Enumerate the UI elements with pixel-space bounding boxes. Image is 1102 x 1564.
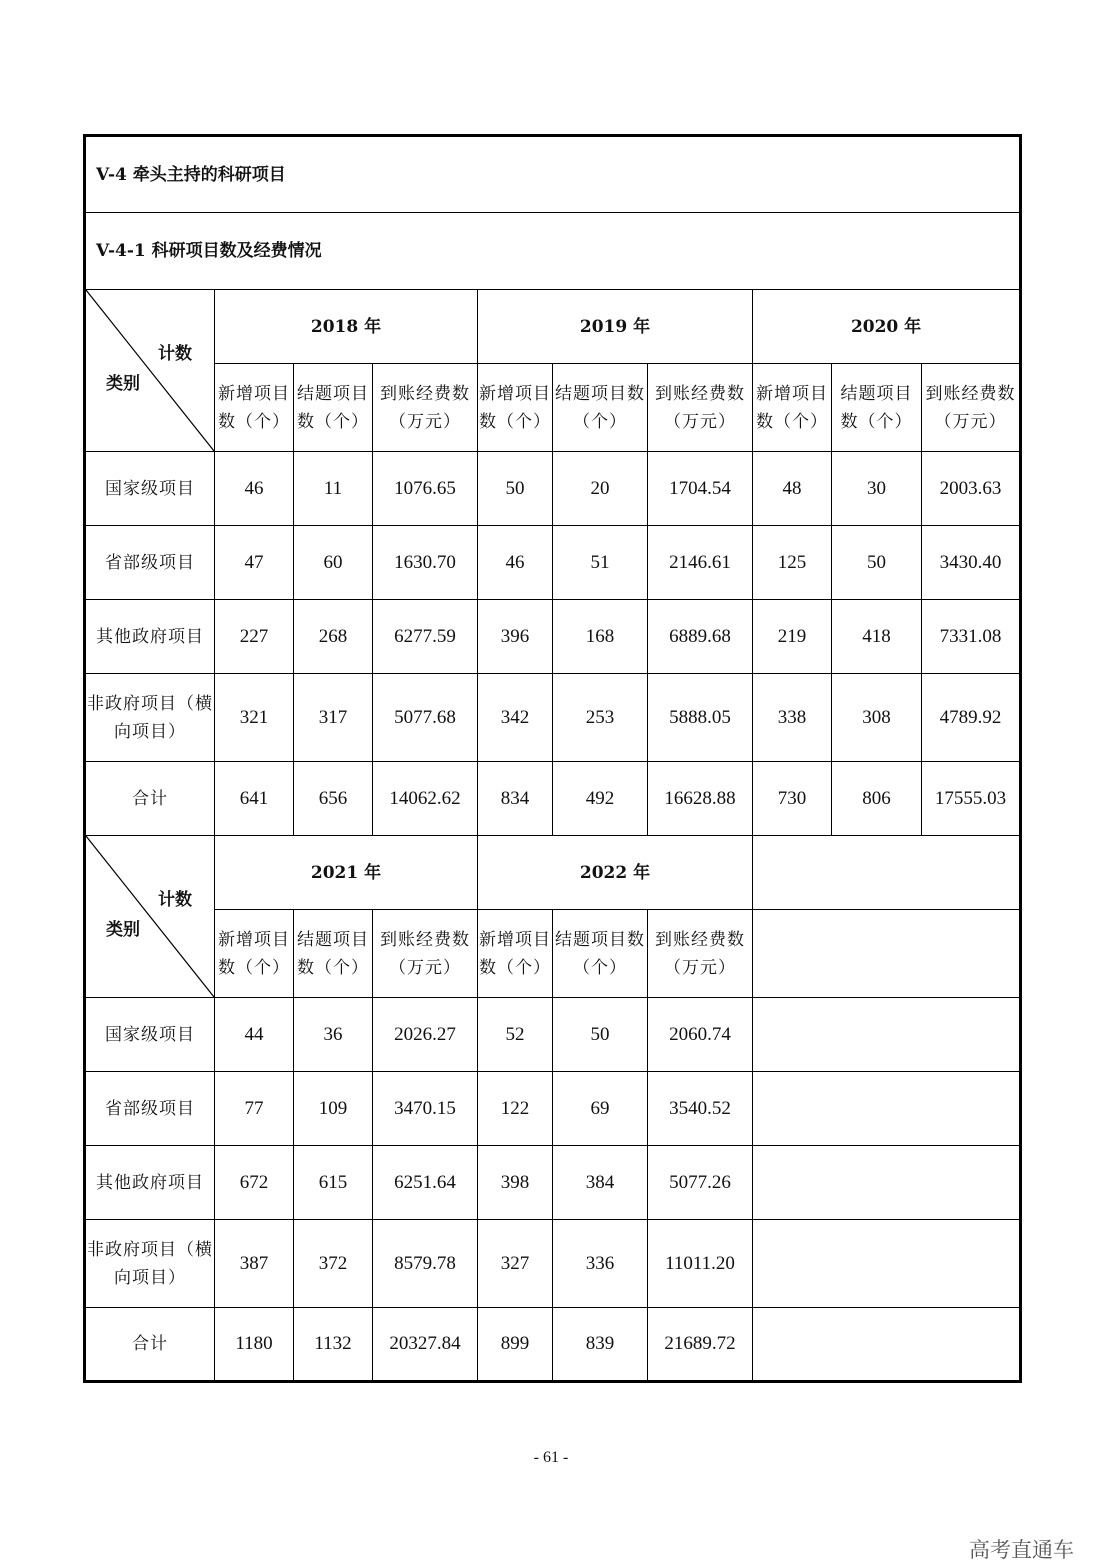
category-cell: 合计	[85, 1308, 215, 1382]
value-cell: 227	[215, 600, 294, 674]
subheader-closed: 结题项目数（个）	[832, 364, 922, 452]
table-row	[85, 452, 1021, 526]
value-cell: 641	[215, 762, 294, 836]
value-cell: 11011.20	[648, 1220, 753, 1308]
empty-cell	[753, 998, 1021, 1072]
subheader-closed: 结题项目数（个）	[294, 910, 373, 998]
table-row	[85, 998, 1021, 1072]
corner-header	[85, 836, 215, 998]
value-cell: 1132	[294, 1308, 373, 1382]
value-cell: 2003.63	[922, 452, 1021, 526]
value-cell: 14062.62	[373, 762, 478, 836]
category-cell: 非政府项目（横向项目）	[85, 674, 215, 762]
corner-label-count: 计数	[158, 890, 192, 910]
subheader-funds: 到账经费数（万元）	[373, 364, 478, 452]
corner-label-category: 类别	[106, 374, 140, 394]
value-cell: 125	[753, 526, 832, 600]
value-cell: 384	[553, 1146, 648, 1220]
value-cell: 492	[553, 762, 648, 836]
subheader-closed: 结题项目数（个）	[553, 910, 648, 998]
value-cell: 44	[215, 998, 294, 1072]
subheader-new: 新增项目数（个）	[753, 364, 832, 452]
value-cell: 122	[478, 1072, 553, 1146]
year-header: 2019 年	[478, 290, 753, 364]
table-row	[85, 1072, 1021, 1146]
value-cell: 839	[553, 1308, 648, 1382]
value-cell: 1076.65	[373, 452, 478, 526]
category-cell: 国家级项目	[85, 998, 215, 1072]
value-cell: 372	[294, 1220, 373, 1308]
value-cell: 342	[478, 674, 553, 762]
category-cell: 合计	[85, 762, 215, 836]
corner-header	[85, 290, 215, 452]
value-cell: 3470.15	[373, 1072, 478, 1146]
value-cell: 20327.84	[373, 1308, 478, 1382]
year-header: 2020 年	[753, 290, 1021, 364]
value-cell: 615	[294, 1146, 373, 1220]
value-cell: 52	[478, 998, 553, 1072]
value-cell: 16628.88	[648, 762, 753, 836]
empty-cell	[753, 1308, 1021, 1382]
subheader-funds: 到账经费数（万元）	[373, 910, 478, 998]
value-cell: 21689.72	[648, 1308, 753, 1382]
value-cell: 6889.68	[648, 600, 753, 674]
value-cell: 46	[215, 452, 294, 526]
table-row-total	[85, 762, 1021, 836]
value-cell: 387	[215, 1220, 294, 1308]
value-cell: 336	[553, 1220, 648, 1308]
value-cell: 69	[553, 1072, 648, 1146]
block1-subheader-row	[85, 364, 1021, 452]
empty-cell	[753, 910, 1021, 998]
value-cell: 2146.61	[648, 526, 753, 600]
value-cell: 806	[832, 762, 922, 836]
value-cell: 109	[294, 1072, 373, 1146]
table-row-total	[85, 1308, 1021, 1382]
value-cell: 2060.74	[648, 998, 753, 1072]
table-row	[85, 1220, 1021, 1308]
value-cell: 48	[753, 452, 832, 526]
value-cell: 1630.70	[373, 526, 478, 600]
value-cell: 8579.78	[373, 1220, 478, 1308]
value-cell: 418	[832, 600, 922, 674]
table-row	[85, 600, 1021, 674]
value-cell: 268	[294, 600, 373, 674]
value-cell: 2026.27	[373, 998, 478, 1072]
value-cell: 834	[478, 762, 553, 836]
subsection-title: V-4-1 科研项目数及经费情况	[85, 213, 1021, 290]
value-cell: 672	[215, 1146, 294, 1220]
value-cell: 321	[215, 674, 294, 762]
value-cell: 899	[478, 1308, 553, 1382]
category-cell: 非政府项目（横向项目）	[85, 1220, 215, 1308]
value-cell: 730	[753, 762, 832, 836]
value-cell: 5888.05	[648, 674, 753, 762]
block2-subheader-row	[85, 910, 1021, 998]
value-cell: 6251.64	[373, 1146, 478, 1220]
empty-cell	[753, 1146, 1021, 1220]
page-number: - 61 -	[533, 1449, 569, 1466]
value-cell: 11	[294, 452, 373, 526]
diagonal-line	[86, 290, 214, 451]
category-cell: 省部级项目	[85, 1072, 215, 1146]
value-cell: 398	[478, 1146, 553, 1220]
category-cell: 省部级项目	[85, 526, 215, 600]
watermark-text: 高考直通车	[969, 1538, 1074, 1562]
value-cell: 50	[832, 526, 922, 600]
value-cell: 4789.92	[922, 674, 1021, 762]
year-header: 2018 年	[215, 290, 478, 364]
subheader-new: 新增项目数（个）	[215, 364, 294, 452]
block1-year-row	[85, 290, 1021, 364]
value-cell: 219	[753, 600, 832, 674]
subheader-new: 新增项目数（个）	[478, 910, 553, 998]
value-cell: 46	[478, 526, 553, 600]
value-cell: 50	[478, 452, 553, 526]
value-cell: 308	[832, 674, 922, 762]
value-cell: 317	[294, 674, 373, 762]
section-title-row	[85, 136, 1021, 213]
value-cell: 253	[553, 674, 648, 762]
category-cell: 其他政府项目	[85, 600, 215, 674]
value-cell: 36	[294, 998, 373, 1072]
subheader-closed: 结题项目数（个）	[294, 364, 373, 452]
subheader-new: 新增项目数（个）	[215, 910, 294, 998]
value-cell: 51	[553, 526, 648, 600]
value-cell: 1180	[215, 1308, 294, 1382]
year-header: 2021 年	[215, 836, 478, 910]
value-cell: 168	[553, 600, 648, 674]
research-projects-table	[83, 134, 1022, 1383]
value-cell: 20	[553, 452, 648, 526]
corner-label-count: 计数	[158, 344, 192, 364]
value-cell: 327	[478, 1220, 553, 1308]
diagonal-line	[86, 836, 214, 997]
subheader-funds: 到账经费数（万元）	[922, 364, 1021, 452]
table-row	[85, 1146, 1021, 1220]
empty-cell	[753, 836, 1021, 910]
corner-label-category: 类别	[106, 920, 140, 940]
category-cell: 国家级项目	[85, 452, 215, 526]
value-cell: 6277.59	[373, 600, 478, 674]
value-cell: 396	[478, 600, 553, 674]
value-cell: 1704.54	[648, 452, 753, 526]
value-cell: 17555.03	[922, 762, 1021, 836]
subheader-closed: 结题项目数（个）	[553, 364, 648, 452]
table-row	[85, 526, 1021, 600]
subsection-title-row	[85, 213, 1021, 290]
subheader-funds: 到账经费数（万元）	[648, 364, 753, 452]
empty-cell	[753, 1220, 1021, 1308]
value-cell: 50	[553, 998, 648, 1072]
subheader-new: 新增项目数（个）	[478, 364, 553, 452]
value-cell: 656	[294, 762, 373, 836]
category-cell: 其他政府项目	[85, 1146, 215, 1220]
section-title: V-4 牵头主持的科研项目	[85, 136, 1021, 213]
block2-year-row	[85, 836, 1021, 910]
value-cell: 338	[753, 674, 832, 762]
value-cell: 60	[294, 526, 373, 600]
value-cell: 5077.68	[373, 674, 478, 762]
value-cell: 3430.40	[922, 526, 1021, 600]
value-cell: 77	[215, 1072, 294, 1146]
value-cell: 30	[832, 452, 922, 526]
value-cell: 7331.08	[922, 600, 1021, 674]
table-row	[85, 674, 1021, 762]
subheader-funds: 到账经费数（万元）	[648, 910, 753, 998]
value-cell: 3540.52	[648, 1072, 753, 1146]
value-cell: 5077.26	[648, 1146, 753, 1220]
empty-cell	[753, 1072, 1021, 1146]
value-cell: 47	[215, 526, 294, 600]
year-header: 2022 年	[478, 836, 753, 910]
